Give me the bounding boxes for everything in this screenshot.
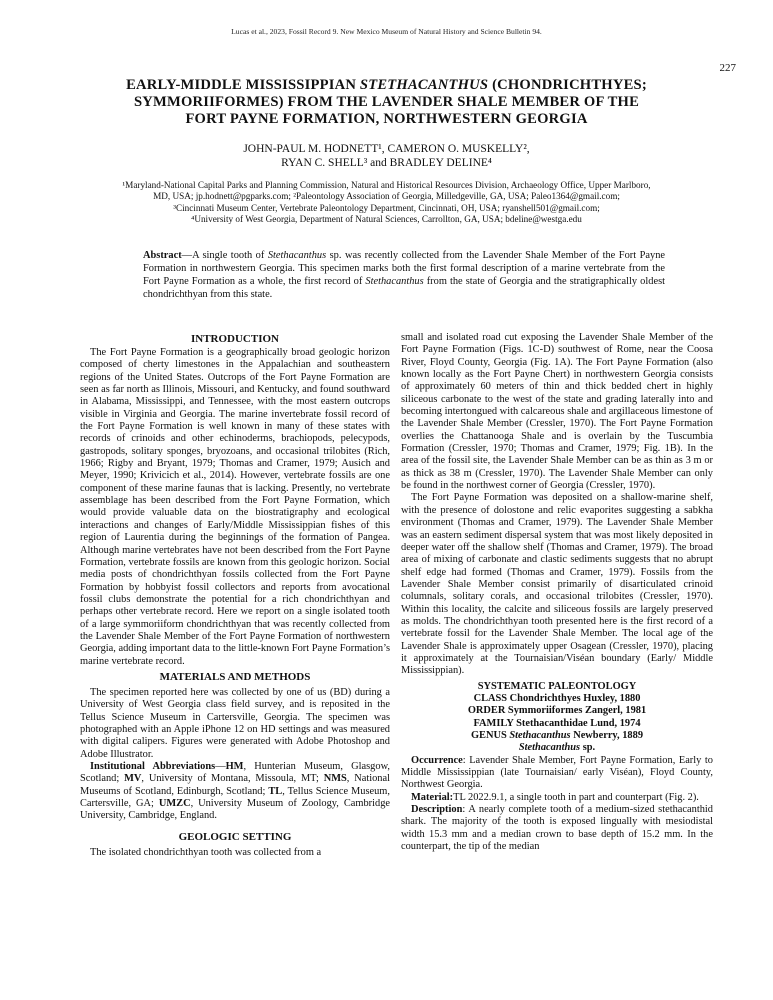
genus-suffix: Newberry, 1889 xyxy=(570,730,644,741)
abbreviation-definition: , University Museum of Zoology, Cambridge University, Cambridge, England. xyxy=(80,798,390,822)
geologic-setting-heading: GEOLOGIC SETTING xyxy=(178,830,292,843)
running-head: Lucas et al., 2023, Fossil Record 9. New Mexico Museum of Natural History and Science Bulletin 94. xyxy=(231,27,542,36)
author-line: RYAN C. SHELL³ and BRADLEY DELINE⁴ xyxy=(281,157,492,169)
author-line: JOHN-PAUL M. HODNETT¹, CAMERON O. MUSKELLY², xyxy=(243,143,530,155)
abstract-label: Abstract xyxy=(143,250,182,261)
species-suffix: sp. xyxy=(580,742,596,754)
description-paragraph xyxy=(401,804,713,853)
affiliation-line: MD, USA; jp.hodnett@pgparks.com; ²Paleontology Association of Georgia, Milledgeville, GA, USA; Paleo1364@gmail.com; xyxy=(153,191,620,202)
order-line: ORDER Symmoriiformes Zangerl, 1981 xyxy=(467,705,647,717)
family-line: FAMILY Stethacanthidae Lund, 1974 xyxy=(473,717,641,729)
affiliation-line: ³Cincinnati Museum Center, Vertebrate Paleontology Department, Cincinnati, OH, USA; ryanshell501@gmail.com; xyxy=(173,202,600,213)
systematics-block xyxy=(401,681,713,755)
species-name: Stethacanthus xyxy=(518,742,581,754)
genus-italic: Stethacanthus xyxy=(365,276,424,287)
abbreviation-definition: , Tellus Science Museum, Cartersville, GA; xyxy=(80,785,390,810)
affiliations xyxy=(35,180,738,226)
material-text: TL 2022.9.1, a single tooth in part and counterpart (Fig. 2). xyxy=(453,791,699,803)
article-title xyxy=(60,77,713,128)
abbreviation-definition: , National Museums of Scotland, Edinburgh, Scotland; xyxy=(80,773,390,797)
right-column xyxy=(401,332,713,853)
occurrence-label: Occurrence xyxy=(411,754,463,766)
abbreviation-code: HM xyxy=(225,761,244,772)
material-paragraph xyxy=(401,792,713,804)
page-number: 227 xyxy=(719,62,736,74)
author-list xyxy=(80,142,693,170)
class-line: CLASS Chondrichthyes Huxley, 1880 xyxy=(473,692,641,704)
introduction-heading: INTRODUCTION xyxy=(190,333,279,345)
title-line-1: EARLY-MIDDLE MISSISSIPPIAN STETHACANTHUS (CHONDRICHTHYES; xyxy=(126,77,647,93)
abbreviations-label: Institutional Abbreviations xyxy=(90,761,216,772)
genus-prefix: GENUS xyxy=(470,730,510,741)
title-genus: STETHACANTHUS xyxy=(359,77,489,93)
genus-name: Stethacanthus xyxy=(509,730,571,741)
occurrence-paragraph xyxy=(401,755,713,792)
systematics-heading: SYSTEMATIC PALEONTOLOGY xyxy=(477,680,637,692)
abbreviation-code: TL xyxy=(268,785,283,797)
genus-line xyxy=(401,730,713,742)
abbreviation-code: UMZC xyxy=(158,798,191,810)
geology-paragraph-start: The isolated chondrichthyan tooth was collected from a xyxy=(90,846,322,858)
abstract xyxy=(143,249,665,301)
abbreviation-definition: , Hunterian Museum, Glasgow, Scotland; xyxy=(80,761,390,785)
description-label: Description xyxy=(411,804,463,816)
title-line-2: SYMMORIIFORMES) FROM THE LAVENDER SHALE MEMBER OF THE xyxy=(133,94,640,110)
title-line-3: FORT PAYNE FORMATION, NORTHWESTERN GEORGIA xyxy=(185,111,588,127)
description-text: : A nearly complete tooth of a medium-sized stethacanthid shark. The majority of the tooth is exposed lingually with mesiodistal width 15.3 mm and a median crown to base depth of 15.2 mm. In the counterpart, the tip of the median xyxy=(401,804,713,853)
abbreviations-paragraph: Institutional Abbreviations—HM, Hunterian Museum, Glasgow, Scotland; MV, University of Montana, Missoula, MT; NMS, National Museums of Scotland, Edinburgh, Scotland; TL, Tellus Science Museum, Cartersville, GA; UMZC, University Museum of Zoology, Cambridge University, Cambridge, England. xyxy=(80,761,390,822)
abstract-text: —A single tooth of Stethacanthus sp. was recently collected from the Lavender Shale Member of the Fort Payne Formation in northwestern Georgia. This specimen marks both the first formal description of a marine vertebrate from the Fort Payne Formation as a whole, the first record of Stethacanthus from the state of Georgia and the stratigraphically oldest chondrichthyan from this state. xyxy=(143,250,666,300)
geology-paragraph-continued: small and isolated road cut exposing the Lavender Shale Member of the Fort Payne Formation (Figs. 1C-D) southwest of Rome, near the Coosa River, Floyd County, Georgia (Fig. 1A). The Fort Payne Formation (also known locally as the Fort Payne Chert) in northwestern Georgia consists of approximately 60 meters of thin and thick bedded chert in highly siliceous carbonate to the west of the state and grading laterally into and becoming intertongued with calcareous shale and argillaceous limestone of the Lavender Shale Member (Cressler, 1970). The Fort Payne Formation overlies the Chattanooga Shale and is overlain by the Tuscumbia Formation (Cressler, 1970; Thomas and Cramer, 1979; Fig. 1B). In the area of the fossil site, the Lavender Shale Member can be as thin as 3 m or as thick as 38 m (Cressler, 1970). The Lavender Shale Member can only be found in the northwest corner of Georgia (Cressler, 1970). xyxy=(401,332,714,492)
geology-paragraph-2: The Fort Payne Formation was deposited on a shallow-marine shelf, with the presence of dolostone and relic evaporites suggesting a sabkha environment (Thomas and Cramer, 1979). The Lavender Shale Member was an eastern sediment dispersal system that was most likely deposited in deeper water off the shallow shelf (Thomas and Cramer, 1979). The broad area of mixing of carbonate and clastic sediments suggests that no abrupt shelf edge had formed (Thomas and Cramer, 1979). Fossils from the Lavender Shale Member consist primarily of disarticulated crinoid columnals, solitary corals, and occasional trilobites (Cressler, 1970). Within this locality, the calcite and siliceous fossils are largely preserved as molds. The chondrichthyan tooth presented here is the first record of a vertebrate fossil for the Lavender Shale Member. The local age of the Lavender Shale is approximately upper Osagean (Cressler, 1970), placing it approximately at the Tournaisian/Viséan boundary (Early/ Middle Mississippian). xyxy=(401,492,713,677)
methods-heading: MATERIALS AND METHODS xyxy=(159,670,311,683)
affiliation-line: ⁴University of West Georgia, Department of Natural Sciences, Carrollton, GA, USA; bdeline@westga.edu xyxy=(191,214,582,225)
material-label: Material: xyxy=(411,791,454,803)
introduction-paragraph: The Fort Payne Formation is a geographically broad geologic horizon composed of cherty limestones in the Appalachian and southeastern regions of the United States. Outcrops of the Fort Payne Formation are seen as far north as Illinois, Missouri, and Kentucky, and found southward in Alabama, Mississippi, and Tennessee, with the most eastern outcrops visible in Virginia and Georgia. The marine invertebrate fossil record of the Fort Payne Formation is well known in many of these states with records of crinoids and other echinoderms, brachiopods, pelecypods, gastropods, solitary sponges, bryozoans, and occasional trilobites (Rich, 1966; Rigby and Bryant, 1979; Thomas and Cramer, 1979; Ausich and Meyer, 1990; Krivicich et al., 2014). However, vertebrate fossils are one component of these marine faunas that is lacking. Presently, no vertebrate assemblage has been described from the Fort Payne Formation, which would provide valuable data on the biostratigraphy and ecological interactions and changes of Early/Middle Mississippian fishes of this region of Laurentia during the beginnings of the formation of Pangea. Although marine vertebrates have not been described from the Fort Payne Formation, vertebrate fossils are known from this geologic horizon. Social media posts of chondrichthyan fossils collected from the Fort Payne Formation by hobbyist fossil collectors and reports from avocational fossil clubs demonstrate the potential for a rich chondrichthyan and perhaps other vertebrate record. Here we report on a single isolated tooth of a large symmoriiform chondrichthyan that was recently collected from the Lavender Shale Member of the Fort Payne Formation of northwestern Georgia, adding important data to the little-known Fort Payne Formation’s marine vertebrate record. xyxy=(80,347,390,667)
abbreviation-code: NMS xyxy=(323,773,347,785)
affiliation-line: ¹Maryland-National Capital Parks and Planning Commission, Natural and Historical Resources Division, Archaeology Office, Upper Marlboro, xyxy=(122,180,651,190)
abbreviation-definition: , University of Montana, Missoula, MT; xyxy=(141,773,324,785)
methods-paragraph: The specimen reported here was collected by one of us (BD) during a University of West Georgia class field survey, and is reposited in the Tellus Science Museum in Cartersville, Georgia. The specimen was photographed with an Apple iPhone 12 on HD settings and was measured with digital calipers. Figures were generated with Adobe Photoshop and Adobe Illustrator. xyxy=(80,686,390,760)
left-column xyxy=(80,332,390,859)
occurrence-text: : Lavender Shale Member, Fort Payne Formation, Early to Middle Mississippian (late Tournaisian/ early Viséan), Floyd County, Northwest Georgia. xyxy=(401,754,713,791)
genus-italic: Stethacanthus xyxy=(267,250,327,261)
abbreviation-code: MV xyxy=(124,773,142,785)
species-line xyxy=(401,742,713,754)
